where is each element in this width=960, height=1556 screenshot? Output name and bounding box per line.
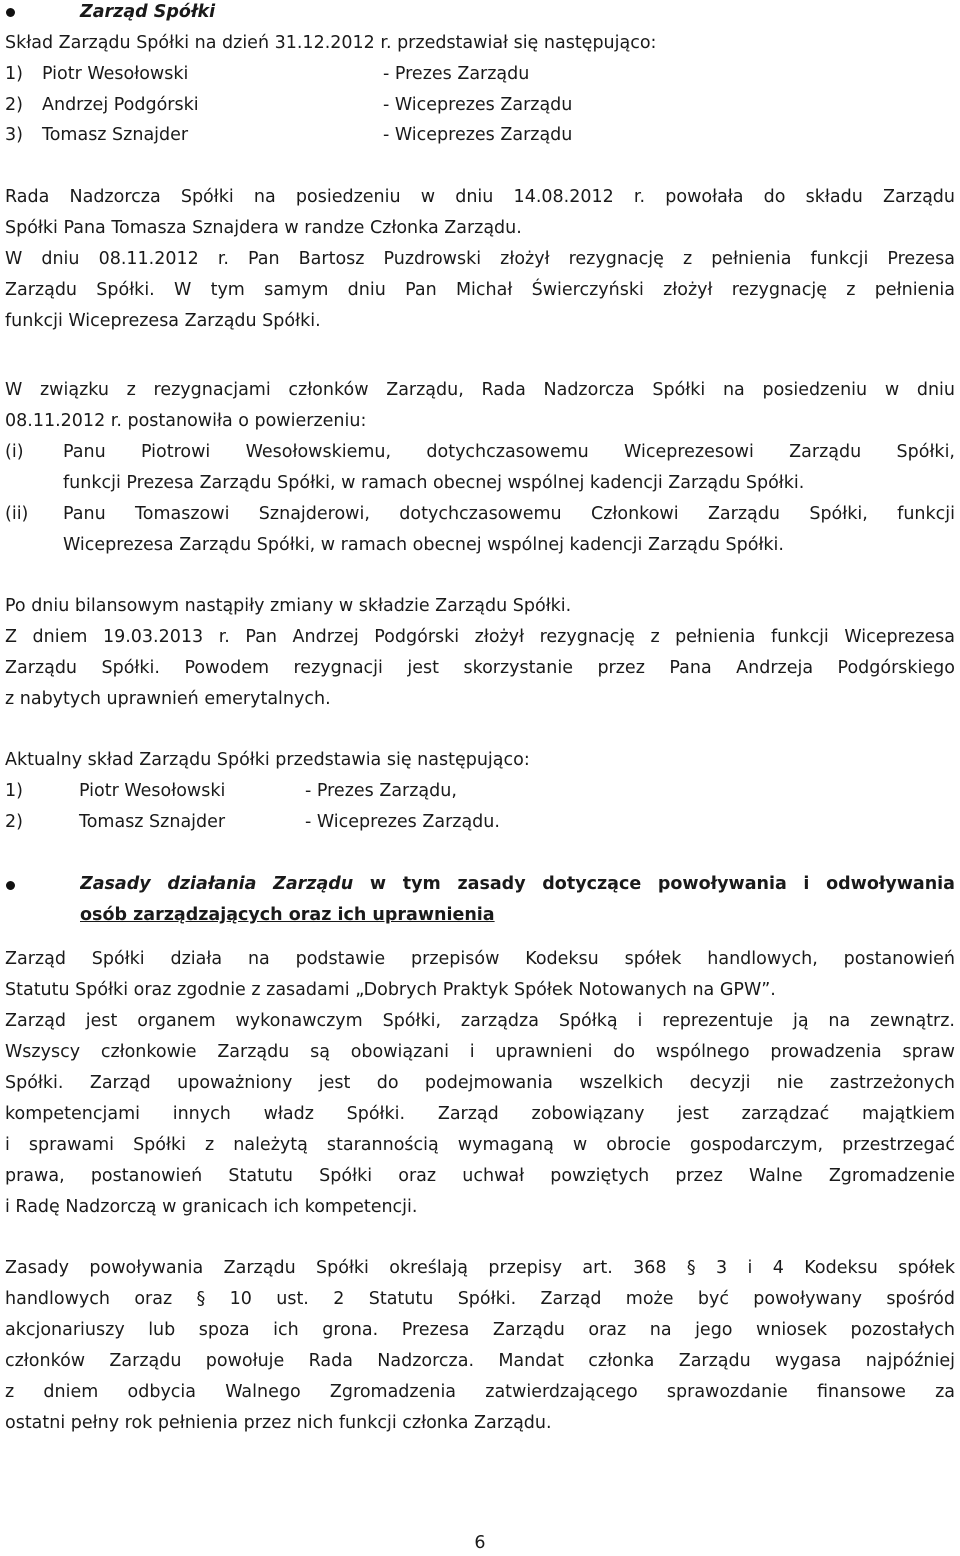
text-line: członków Zarządu powołuje Rada Nadzorcza. Mandat członka Zarządu wygasa najpóźniej xyxy=(5,1351,955,1371)
text-line: kompetencjami innych władz Spółki. Zarząd zobowiązany jest zarządzać majątkiem xyxy=(5,1104,955,1124)
member-name: Piotr Wesołowski xyxy=(79,781,226,801)
current-intro-text: Aktualny skład Zarządu Spółki przedstawia się następująco: xyxy=(5,750,530,770)
member-role: - Wiceprezes Zarządu. xyxy=(305,812,500,832)
member-name: Tomasz Sznajder xyxy=(79,812,226,832)
text-line: W dniu 08.11.2012 r. Pan Bartosz Puzdrowski złożył rezygnację z pełnienia funkcji Prezesa xyxy=(5,249,955,269)
list-number: 1) xyxy=(5,781,23,801)
text-line: i Radę Nadzorczą w granicach ich kompetencji. xyxy=(5,1197,418,1217)
text-line: Wszyscy członkowie Zarządu są obowiązani i uprawnieni do wspólnego prowadzenia spraw xyxy=(5,1042,955,1062)
page-number: 6 xyxy=(474,1533,486,1553)
point-label: (i) xyxy=(5,442,24,462)
text-line: 08.11.2012 r. postanowiła o powierzeniu: xyxy=(5,411,367,431)
bullet-icon xyxy=(6,8,15,17)
text-line: i sprawami Spółki z należytą starannością wymaganą w obrocie gospodarczym, przestrzegać xyxy=(5,1135,955,1155)
section-heading xyxy=(80,869,955,900)
section-heading: Zarząd Spółki xyxy=(80,2,216,22)
text-line: Zarządu Spółki. W tym samym dniu Pan Michał Świerczyński złożył rezygnację z pełnienia xyxy=(5,280,955,300)
text-line: Spółki. Zarząd upoważniony jest do podejmowania wszelkich decyzji nie zastrzeżonych xyxy=(5,1073,955,1093)
text-line: z dniem odbycia Walnego Zgromadzenia zatwierdzającego sprawozdanie finansowe za xyxy=(5,1382,955,1402)
text-line: handlowych oraz § 10 ust. 2 Statutu Spółki. Zarząd może być powoływany spośród xyxy=(5,1289,955,1309)
text-line: ostatni pełny rok pełnienia przez nich funkcji członka Zarządu. xyxy=(5,1413,552,1433)
section-heading-line2: osób zarządzających oraz ich uprawnienia xyxy=(80,905,495,925)
list-number: 3) xyxy=(5,125,23,145)
bullet-icon xyxy=(6,881,15,890)
text-line: Po dniu bilansowym nastąpiły zmiany w składzie Zarządu Spółki. xyxy=(5,596,572,616)
section-heading-italic: Zasady działania Zarządu xyxy=(80,874,354,894)
member-role: - Prezes Zarządu, xyxy=(305,781,457,801)
text-line: Zasady powoływania Zarządu Spółki określają przepisy art. 368 § 3 i 4 Kodeksu spółek xyxy=(5,1258,955,1278)
member-name: Tomasz Sznajder xyxy=(42,125,189,145)
section-heading-rest: w tym zasady dotyczące powoływania i odwoływania xyxy=(353,874,955,894)
list-number: 1) xyxy=(5,64,23,84)
text-line: Zarządu Spółki. Powodem rezygnacji jest skorzystanie przez Pana Andrzeja Podgórskiego xyxy=(5,658,955,678)
text-line: Statutu Spółki oraz zgodnie z zasadami „Dobrych Praktyk Spółek Notowanych na GPW”. xyxy=(5,980,776,1000)
intro-text: Skład Zarządu Spółki na dzień 31.12.2012 r. przedstawiał się następująco: xyxy=(5,33,657,53)
text-line: Zarząd jest organem wykonawczym Spółki, zarządza Spółką i reprezentuje ją na zewnątrz. xyxy=(5,1011,955,1031)
member-role: - Prezes Zarządu xyxy=(383,64,530,84)
list-number: 2) xyxy=(5,95,23,115)
text-line: Wiceprezesa Zarządu Spółki, w ramach obecnej wspólnej kadencji Zarządu Spółki. xyxy=(63,535,784,555)
text-line: Rada Nadzorcza Spółki na posiedzeniu w dniu 14.08.2012 r. powołała do składu Zarządu xyxy=(5,187,955,207)
text-line: Panu Tomaszowi Sznajderowi, dotychczasowemu Członkowi Zarządu Spółki, funkcji xyxy=(63,504,955,524)
member-role: - Wiceprezes Zarządu xyxy=(383,95,573,115)
text-line: Panu Piotrowi Wesołowskiemu, dotychczasowemu Wiceprezesowi Zarządu Spółki, xyxy=(63,442,955,462)
text-line: akcjonariuszy lub spoza ich grona. Prezesa Zarządu oraz na jego wniosek pozostałych xyxy=(5,1320,955,1340)
list-number: 2) xyxy=(5,812,23,832)
text-line: z nabytych uprawnień emerytalnych. xyxy=(5,689,331,709)
text-line: funkcji Prezesa Zarządu Spółki, w ramach obecnej wspólnej kadencji Zarządu Spółki. xyxy=(63,473,805,493)
text-line: Spółki Pana Tomasza Sznajdera w randze Członka Zarządu. xyxy=(5,218,522,238)
text-line: funkcji Wiceprezesa Zarządu Spółki. xyxy=(5,311,321,331)
point-label: (ii) xyxy=(5,504,29,524)
member-name: Andrzej Podgórski xyxy=(42,95,199,115)
text-line: Zarząd Spółki działa na podstawie przepisów Kodeksu spółek handlowych, postanowień xyxy=(5,949,955,969)
text-line: W związku z rezygnacjami członków Zarządu, Rada Nadzorcza Spółki na posiedzeniu w dniu xyxy=(5,380,955,400)
member-name: Piotr Wesołowski xyxy=(42,64,189,84)
text-line: Z dniem 19.03.2013 r. Pan Andrzej Podgórski złożył rezygnację z pełnienia funkcji Wiceprezesa xyxy=(5,627,955,647)
member-role: - Wiceprezes Zarządu xyxy=(383,125,573,145)
text-line: prawa, postanowień Statutu Spółki oraz uchwał powziętych przez Walne Zgromadzenie xyxy=(5,1166,955,1186)
